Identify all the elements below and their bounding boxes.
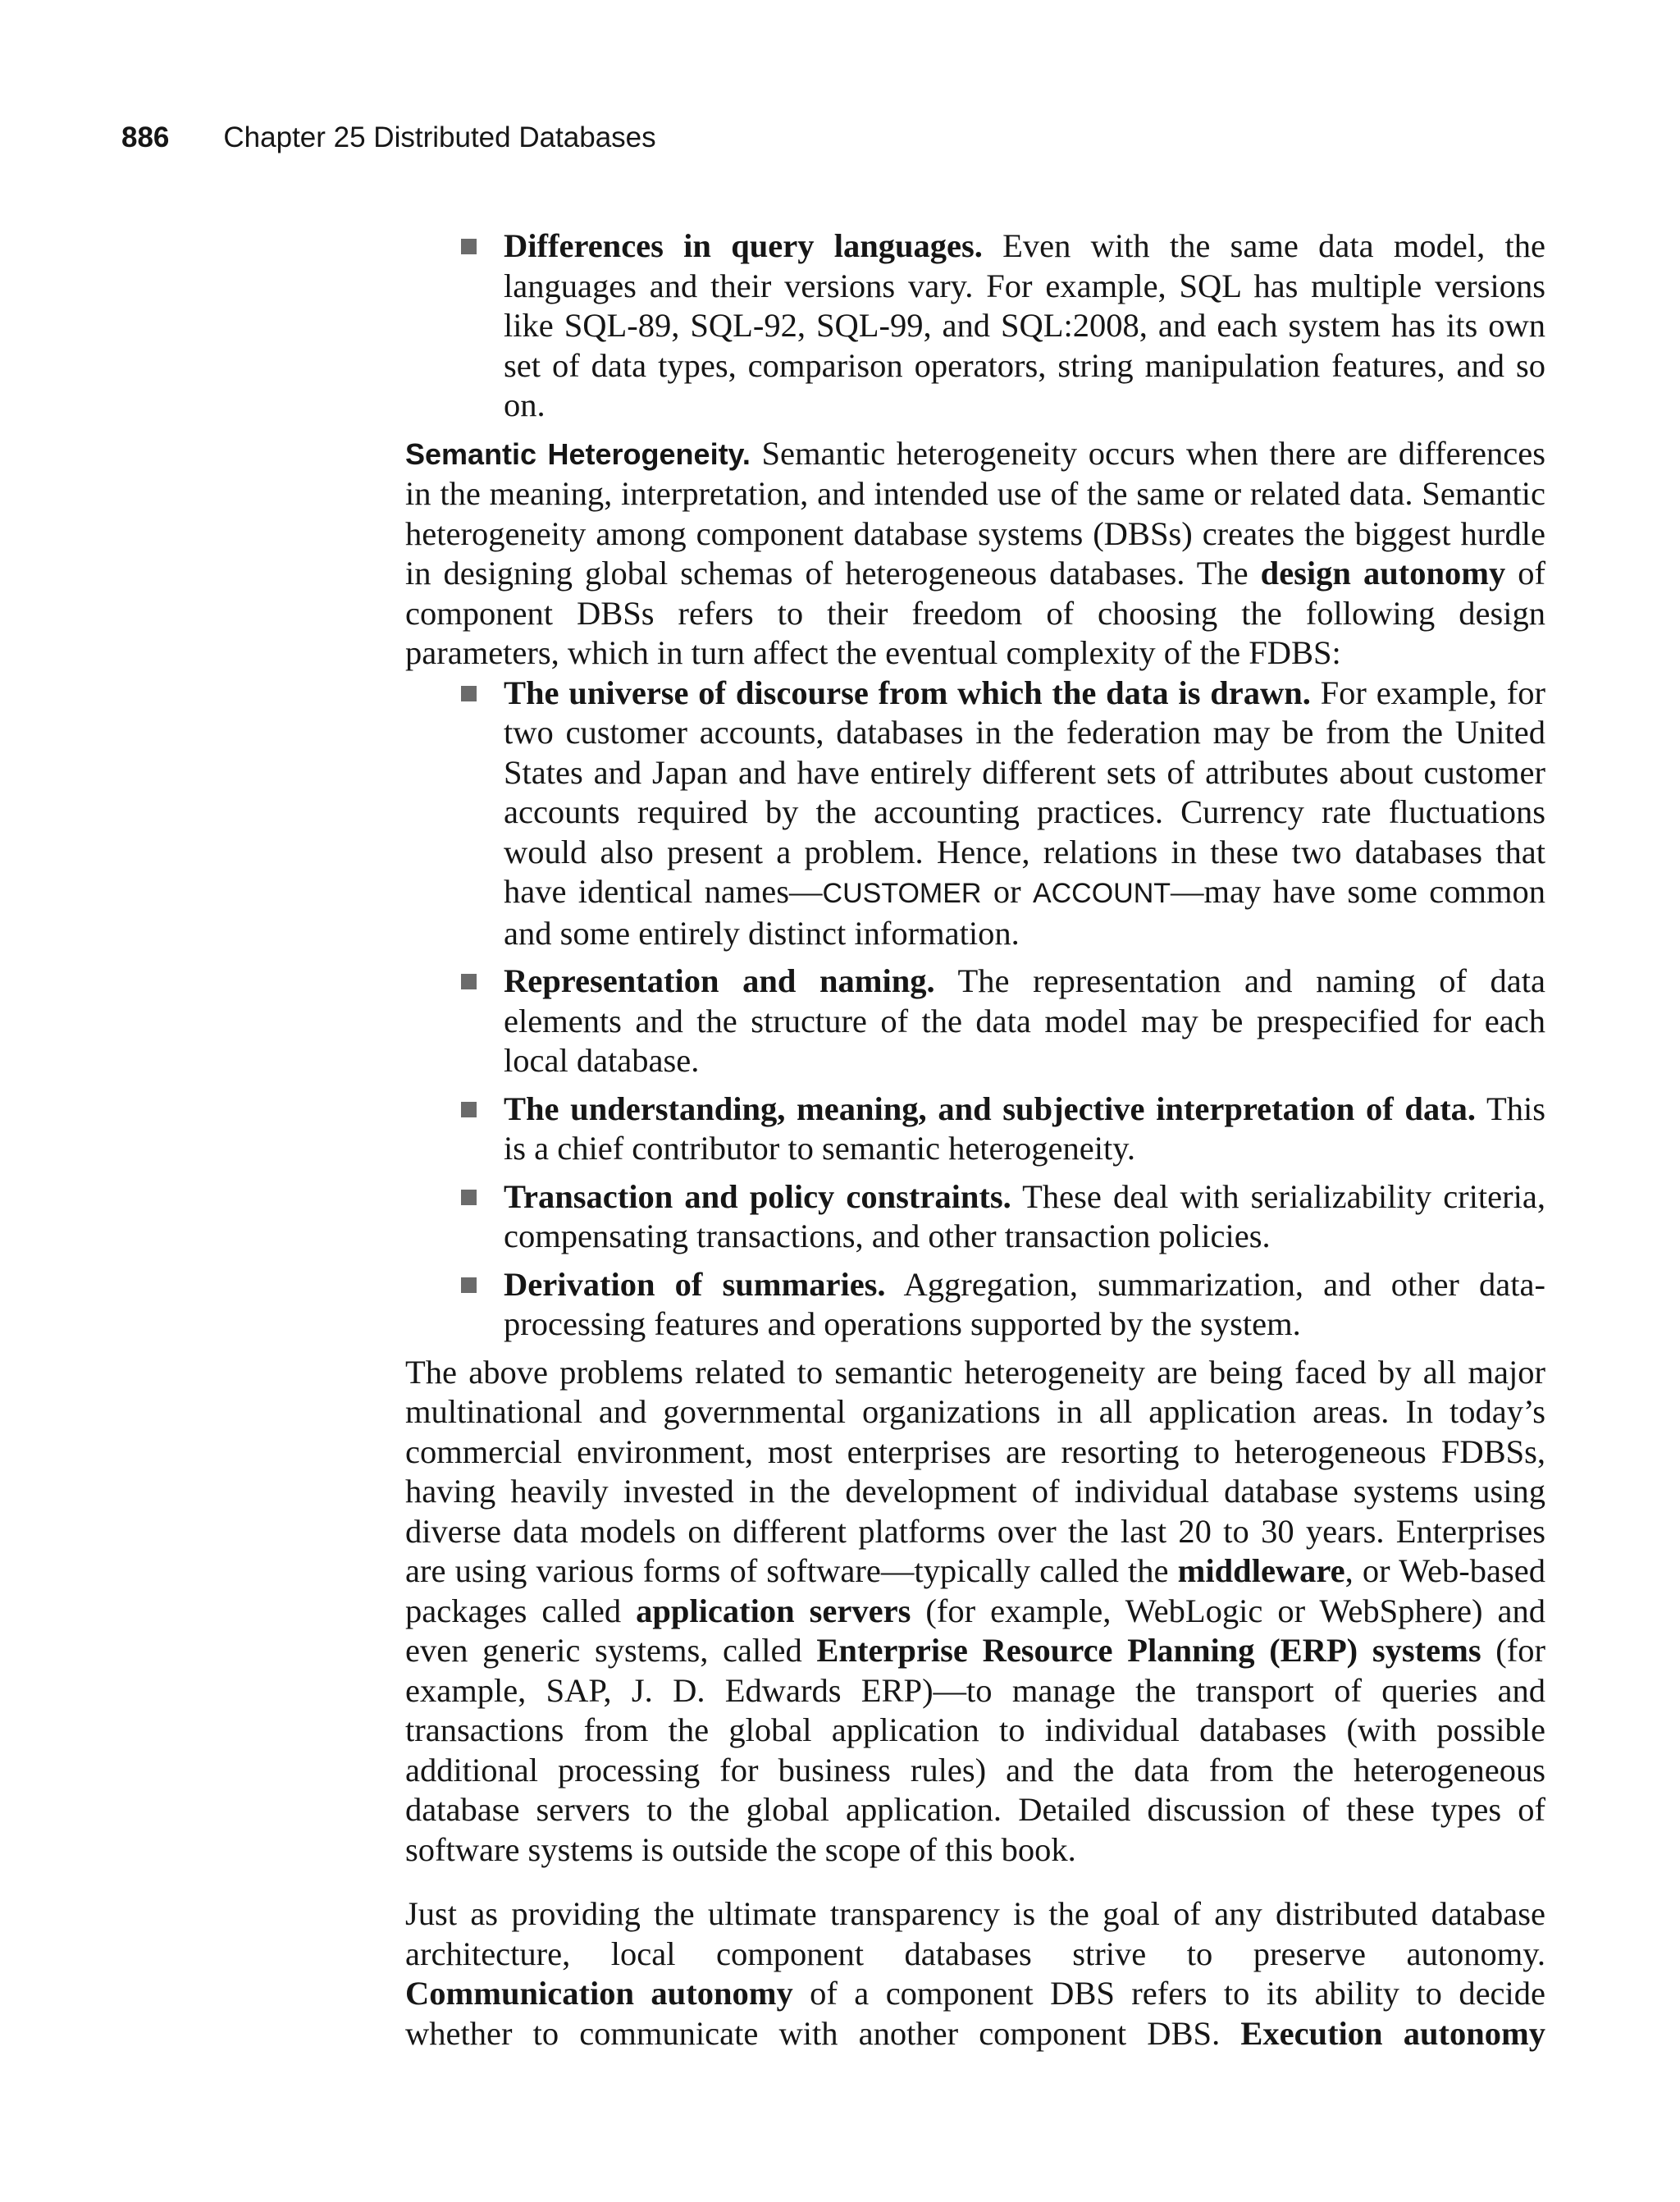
list-item (504, 1265, 1545, 1345)
query-language-list (405, 226, 1545, 426)
section-run-in-heading: Semantic Heterogeneity. (405, 436, 751, 471)
list-item-term: The universe of discourse from which the data is drawn. (504, 674, 1311, 711)
middleware-paragraph: The above problems related to semantic heterogeneity are being faced by all major multinational and governmental organizations in all application areas. In today’s commercial environment, most enterprises are resorting to heterogeneous FDBSs, having heavily invested in the development of individual database systems using diverse data models on different platforms over the last 20 to 30 years. Enterprises are using various forms of software—typically called the middleware, or Web-based packages called application servers (for example, WebLogic or WebSphere) and even generic systems, called Enterprise Resource Planning (ERP) systems (for example, SAP, J. D. Edwards ERP)—to manage the transport of queries and transactions from the global application to individual databases (with possible additional processing for business rules) and the data from the heterogeneous database servers to the global application. Detailed discussion of these types of software systems is outside the scope of this book. (405, 1353, 1546, 1868)
list-item: The universe of discourse from which the data is drawn. For example, for two customer accounts, databases in the federation may be from the United States and Japan and have entirely different sets of attributes about customer accounts required by the accounting practices. Currency rate fluctuations would also present a problem. Hence, relations in these two databases that have identical names—CUSTOMER or ACCOUNT—may have some common and some entirely distinct information. (504, 674, 1545, 954)
autonomy-paragraph: Just as providing the ultimate transparency is the goal of any distributed database architecture, local component databases strive to preserve autonomy. Communication autonomy of a component DBS refers to its ability to decide whether to communicate with another component DBS. Execution autonomy (405, 1895, 1545, 2052)
list-item-text: Aggregation, summarization, and other data-processing features and operations supported by the system. (504, 1265, 1545, 1342)
body-text (405, 226, 1545, 2054)
list-item-term: Differences in query languages. (504, 227, 983, 264)
relation-name: CUSTOMER (822, 878, 982, 909)
list-item-text: Even with the same data model, the languages and their versions vary. For example, SQL has multiple versions like SQL-89, SQL-92, SQL-99, and SQL:2008, and each system has its own set of data types, comparison operators, string manipulation features, and so on. (504, 227, 1545, 423)
list-item-term: Derivation of summaries. (504, 1265, 886, 1303)
list-item (504, 962, 1545, 1081)
running-header (121, 116, 656, 159)
list-item-text: The representation and naming of data elements and the structure of the data model may be prespecified for each local database. (504, 962, 1545, 1079)
running-title: Chapter 25 Distributed Databases (223, 121, 656, 153)
list-item (504, 226, 1545, 426)
design-parameters-list (405, 674, 1545, 1345)
list-item (504, 1177, 1545, 1257)
list-item-term: The understanding, meaning, and subjective interpretation of data. (504, 1090, 1477, 1127)
list-item (504, 1090, 1545, 1169)
list-item-term: Transaction and policy constraints. (504, 1177, 1011, 1215)
list-item-term: Representation and naming. (504, 962, 935, 999)
semantic-heterogeneity-paragraph: Semantic Heterogeneity. Semantic heterogeneity occurs when there are differences in the meaning, interpretation, and intended use of the same or related data. Semantic heterogeneity among component database systems (DBSs) creates the biggest hurdle in designing global schemas of heterogeneous databases. The design autonomy of component DBSs refers to their freedom of choosing the following design parameters, which in turn affect the eventual complexity of the FDBS: (405, 434, 1545, 671)
list-item-text: This is a chief contributor to semantic heterogeneity. (504, 1090, 1545, 1167)
page-number: 886 (121, 121, 170, 153)
relation-name: ACCOUNT (1032, 878, 1171, 909)
list-item-text: These deal with serializability criteria, compensating transactions, and other transaction policies. (504, 1177, 1545, 1254)
